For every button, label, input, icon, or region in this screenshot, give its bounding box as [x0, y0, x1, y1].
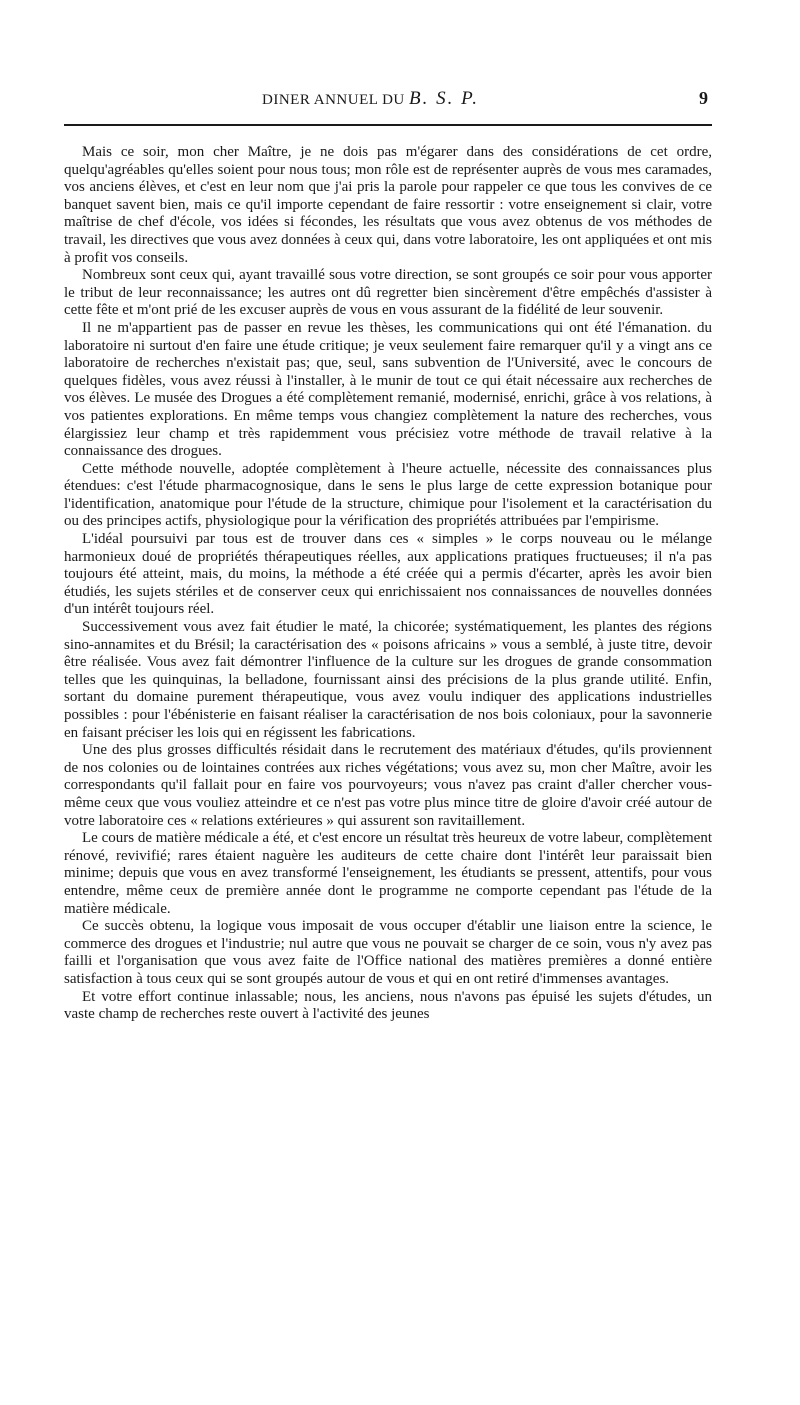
body-text [64, 144, 712, 1024]
paragraph: Cette méthode nouvelle, adoptée complètement à l'heure actuelle, nécessite des connaissances plus étendues: c'est l'étude pharmacognosique, dans le sens le plus large de cette expression botanique pour l'identification, anatomique pour l'étude de la structure, chimique pour l'isolement et la caractérisation du ou des principes actifs, physiologique pour la vérification des propriétés attribuées par l'empirisme. [64, 460, 712, 530]
paragraph: Une des plus grosses difficultés résidait dans le recrutement des matériaux d'études, qu'ils proviennent de nos colonies ou de lointaines contrées aux riches végétations; vous avez su, mon cher Maître, avoir les correspondants qu'il fallait pour en faire vos pourvoyeurs; vous n'avez pas craint d'aller chercher vous-même ceux que vous vouliez atteindre et ce n'est pas votre plus mince titre de gloire d'avoir créé autour de votre laboratoire ces « relations extérieures » qui assurent son ravitaillement. [64, 742, 712, 829]
paragraph: Il ne m'appartient pas de passer en revue les thèses, les communications qui ont été l'émanation. du laboratoire ni surtout d'en faire une étude critique; je veux seulement faire remarquer qu'il y a vingt ans ce laboratoire de recherches n'existait pas; que, seul, sans subvention de l'Université, avec le concours de quelques fidèles, vous avez réussi à l'installer, à le munir de tout ce qui était nécessaire aux recherches de vos élèves. Le musée des Drogues a été complètement remanié, modernisé, enrichi, grâce à vos relations, à vos patientes explorations. En même temps vous changiez complètement la nature des recherches, vous élargissiez leur champ et très rapidemment vous précisiez votre méthode de travail relative à la connaissance des drogues. [64, 319, 712, 460]
paragraph: Le cours de matière médicale a été, et c'est encore un résultat très heureux de votre labeur, complètement rénové, revivifié; rares étaient naguère les auditeurs de cette chaire dont l'intérêt leur paraissait bien minime; depuis que vous en avez transformé l'enseignement, les étudiants se pressent, attentifs, pour vous entendre, même ceux de première année dont le programme ne comporte cependant pas l'étude de la matière médicale. [64, 830, 712, 917]
paragraph: Ce succès obtenu, la logique vous imposait de vous occuper d'établir une liaison entre la science, le commerce des drogues et l'industrie; nul autre que vous ne pouvait se charger de ce soin, vous n'y avez pas failli et l'organisation que vous avez faite de l'Office national des matières premières a donné entière satisfaction à tous ceux qui se sont groupés autour de vous et qui en ont retiré d'immenses avantages. [64, 918, 712, 987]
paragraph: L'idéal poursuivi par tous est de trouver dans ces « simples » le corps nouveau ou le mélange harmonieux doué de propriétés thérapeutiques réelles, aux applications pratiques fructueuses; il n'a pas toujours été atteint, mais, du moins, la méthode a été créée qui a permis d'écarter, après les avoir bien étudiés, les sujets stériles et de conserver ceux qui enrichissaient nos connaissances de nouvelles données d'un intérêt toujours réel. [64, 531, 712, 618]
running-header [64, 88, 712, 116]
page-number: 9 [699, 88, 708, 108]
paragraph: Mais ce soir, mon cher Maître, je ne dois pas m'égarer dans des considérations de cet ordre, quelqu'agréables qu'elles soient pour nous tous; mon rôle est de représenter auprès de vous mes caramades, vos anciens élèves, et c'est en leur nom que j'ai pris la parole pour rappeler ce que tous les convives de ce banquet savent bien, mais ce qu'il importe cependant de faire ressortir : votre enseignement si clair, votre maîtrise de chef d'école, vos idées si fécondes, les résultats que vous avez obtenus de vos méthodes de travail, les directives que vous avez données à ceux qui, dans votre laboratoire, les ont appliquées et ont mis à profit vos conseils. [64, 144, 712, 266]
paragraph: Et votre effort continue inlassable; nous, les anciens, nous n'avons pas épuisé les sujets d'études, un vaste champ de recherches reste ouvert à l'activité des jeunes [64, 988, 712, 1023]
paragraph: Nombreux sont ceux qui, ayant travaillé sous votre direction, se sont groupés ce soir pour vous apporter le tribut de leur reconnaissance; les autres ont dû regretter bien sincèrement d'être empêchés d'assister à cette fête et m'ont prié de les excuser auprès de vous en vous assurant de la fidélité de leur souvenir. [64, 267, 712, 319]
paragraph: Successivement vous avez fait étudier le maté, la chicorée; systématiquement, les plantes des régions sino-annamites et du Brésil; la caractérisation des « poisons africains » vous a semblé, à juste titre, devoir être réalisée. Vous avez fait démontrer l'influence de la culture sur les drogues de grande consommation telles que les quinquinas, la belladone, fournissant ainsi des précisions de la plus grande utilité. Enfin, sortant du domaine purement thérapeutique, vous avez voulu indiquer des applications industrielles possibles : pour l'ébénisterie en faisant réaliser la caractérisation de nos bois coloniaux, pour la savonnerie en faisant préciser les lois qui en régissent les fabrications. [64, 619, 712, 741]
document-page [64, 0, 712, 1405]
running-title-initials: B. S. P. [409, 88, 480, 109]
header-rule [64, 124, 712, 126]
running-title-prefix: DINER ANNUEL DU [262, 92, 405, 108]
running-title [262, 88, 479, 110]
